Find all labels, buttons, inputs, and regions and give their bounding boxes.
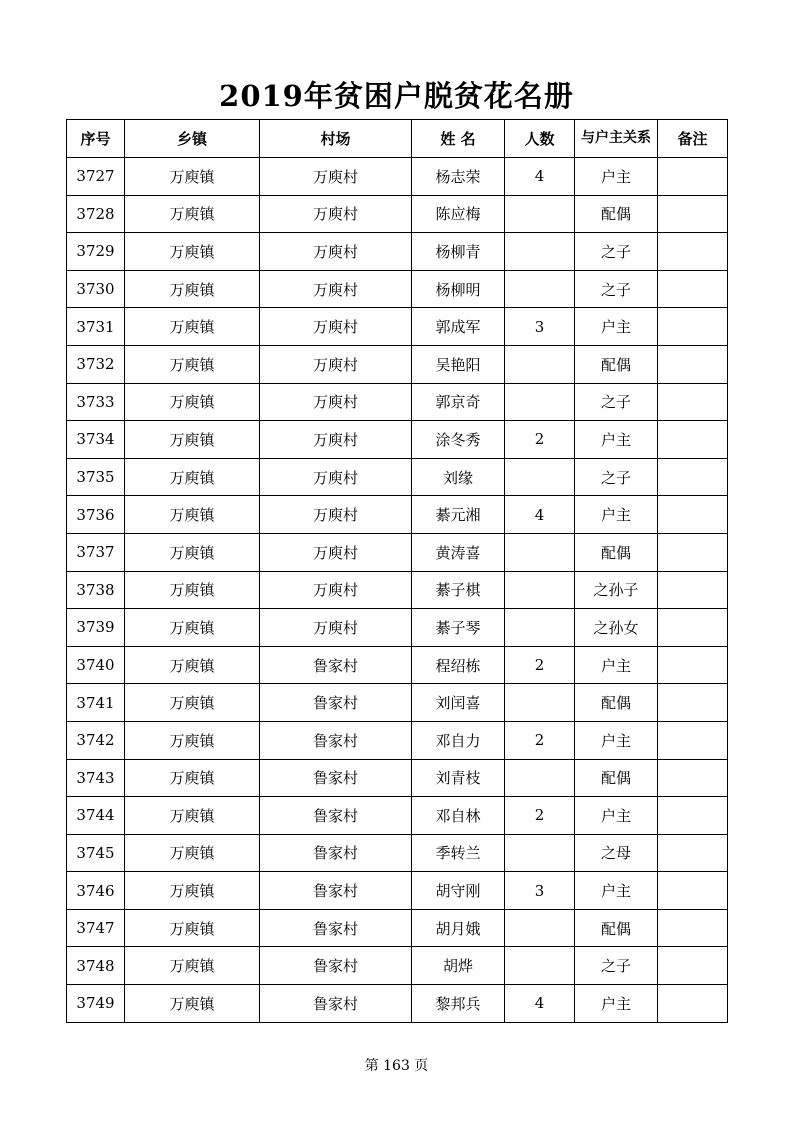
cell-remark (658, 721, 728, 759)
cell-name: 邓自力 (412, 721, 505, 759)
header-town: 乡镇 (125, 120, 260, 158)
cell-remark (658, 345, 728, 383)
cell-household-size (505, 909, 575, 947)
cell-relation: 之子 (575, 947, 658, 985)
cell-remark (658, 533, 728, 571)
cell-remark (658, 646, 728, 684)
cell-serial-number: 3739 (67, 609, 125, 647)
cell-household-size (505, 195, 575, 233)
cell-remark (658, 834, 728, 872)
cell-village: 鲁家村 (260, 985, 412, 1023)
cell-village: 万庾村 (260, 345, 412, 383)
table-body (67, 158, 728, 1023)
cell-town: 万庾镇 (125, 646, 260, 684)
cell-household-size: 2 (505, 421, 575, 459)
cell-remark (658, 496, 728, 534)
cell-name: 綦元湘 (412, 496, 505, 534)
cell-remark (658, 421, 728, 459)
cell-relation: 户主 (575, 872, 658, 910)
cell-village: 鲁家村 (260, 759, 412, 797)
cell-village: 万庾村 (260, 533, 412, 571)
cell-serial-number: 3731 (67, 308, 125, 346)
table-row (67, 721, 728, 759)
cell-serial-number: 3749 (67, 985, 125, 1023)
table-row (67, 834, 728, 872)
cell-relation: 之母 (575, 834, 658, 872)
cell-relation: 之子 (575, 233, 658, 271)
cell-serial-number: 3741 (67, 684, 125, 722)
cell-town: 万庾镇 (125, 721, 260, 759)
cell-village: 万庾村 (260, 458, 412, 496)
cell-town: 万庾镇 (125, 834, 260, 872)
cell-serial-number: 3733 (67, 383, 125, 421)
cell-serial-number: 3744 (67, 797, 125, 835)
cell-town: 万庾镇 (125, 496, 260, 534)
cell-name: 刘闰喜 (412, 684, 505, 722)
cell-village: 万庾村 (260, 421, 412, 459)
cell-serial-number: 3742 (67, 721, 125, 759)
table-row (67, 458, 728, 496)
cell-village: 鲁家村 (260, 684, 412, 722)
cell-serial-number: 3737 (67, 533, 125, 571)
cell-name: 綦子棋 (412, 571, 505, 609)
cell-village: 万庾村 (260, 496, 412, 534)
cell-name: 杨柳明 (412, 270, 505, 308)
cell-name: 杨柳青 (412, 233, 505, 271)
cell-relation: 之子 (575, 458, 658, 496)
cell-remark (658, 571, 728, 609)
cell-name: 刘缘 (412, 458, 505, 496)
cell-village: 鲁家村 (260, 646, 412, 684)
cell-town: 万庾镇 (125, 571, 260, 609)
cell-town: 万庾镇 (125, 759, 260, 797)
table-row (67, 872, 728, 910)
cell-town: 万庾镇 (125, 158, 260, 196)
cell-name: 胡月娥 (412, 909, 505, 947)
cell-town: 万庾镇 (125, 609, 260, 647)
cell-serial-number: 3745 (67, 834, 125, 872)
cell-village: 万庾村 (260, 158, 412, 196)
cell-remark (658, 609, 728, 647)
cell-serial-number: 3740 (67, 646, 125, 684)
cell-serial-number: 3736 (67, 496, 125, 534)
cell-relation: 配偶 (575, 684, 658, 722)
cell-village: 万庾村 (260, 270, 412, 308)
cell-household-size (505, 834, 575, 872)
cell-relation: 户主 (575, 421, 658, 459)
cell-remark (658, 797, 728, 835)
table-row (67, 270, 728, 308)
document-title: 2019年贫困户脱贫花名册 (219, 79, 574, 113)
cell-household-size (505, 458, 575, 496)
table-row (67, 947, 728, 985)
table-row (67, 646, 728, 684)
cell-household-size (505, 533, 575, 571)
cell-serial-number: 3729 (67, 233, 125, 271)
cell-household-size (505, 609, 575, 647)
table-row (67, 158, 728, 196)
cell-household-size: 2 (505, 721, 575, 759)
cell-relation: 之子 (575, 383, 658, 421)
cell-name: 郭京奇 (412, 383, 505, 421)
cell-town: 万庾镇 (125, 947, 260, 985)
cell-household-size: 3 (505, 872, 575, 910)
table-row (67, 609, 728, 647)
cell-village: 鲁家村 (260, 909, 412, 947)
cell-remark (658, 985, 728, 1023)
table-row (67, 985, 728, 1023)
cell-town: 万庾镇 (125, 270, 260, 308)
cell-household-size (505, 383, 575, 421)
cell-village: 万庾村 (260, 383, 412, 421)
cell-town: 万庾镇 (125, 458, 260, 496)
cell-household-size (505, 345, 575, 383)
cell-town: 万庾镇 (125, 383, 260, 421)
cell-relation: 户主 (575, 646, 658, 684)
cell-household-size: 4 (505, 496, 575, 534)
cell-relation: 配偶 (575, 345, 658, 383)
cell-village: 鲁家村 (260, 872, 412, 910)
cell-household-size (505, 759, 575, 797)
cell-remark (658, 684, 728, 722)
cell-name: 杨志荣 (412, 158, 505, 196)
table-row (67, 308, 728, 346)
cell-serial-number: 3730 (67, 270, 125, 308)
header-remark: 备注 (658, 120, 728, 158)
cell-town: 万庾镇 (125, 421, 260, 459)
cell-village: 万庾村 (260, 308, 412, 346)
cell-remark (658, 195, 728, 233)
cell-remark (658, 759, 728, 797)
cell-town: 万庾镇 (125, 233, 260, 271)
header-relation-to-head: 与户主关系 (575, 120, 658, 158)
table-row (67, 345, 728, 383)
cell-serial-number: 3746 (67, 872, 125, 910)
cell-name: 季转兰 (412, 834, 505, 872)
cell-household-size: 2 (505, 646, 575, 684)
cell-remark (658, 947, 728, 985)
table-row (67, 533, 728, 571)
cell-relation: 配偶 (575, 759, 658, 797)
cell-village: 鲁家村 (260, 834, 412, 872)
cell-serial-number: 3734 (67, 421, 125, 459)
table-row (67, 684, 728, 722)
cell-village: 万庾村 (260, 609, 412, 647)
cell-household-size: 4 (505, 158, 575, 196)
cell-name: 郭成军 (412, 308, 505, 346)
cell-name: 黎邦兵 (412, 985, 505, 1023)
cell-town: 万庾镇 (125, 345, 260, 383)
cell-household-size (505, 947, 575, 985)
cell-serial-number: 3738 (67, 571, 125, 609)
header-household-size: 人数 (505, 120, 575, 158)
cell-relation: 配偶 (575, 195, 658, 233)
table-header-row (67, 120, 728, 158)
header-serial-number: 序号 (67, 120, 125, 158)
cell-remark (658, 383, 728, 421)
cell-remark (658, 270, 728, 308)
cell-relation: 户主 (575, 721, 658, 759)
table-row (67, 909, 728, 947)
cell-household-size: 2 (505, 797, 575, 835)
poverty-roster-table (66, 119, 728, 1023)
cell-relation: 户主 (575, 158, 658, 196)
cell-name: 程绍栋 (412, 646, 505, 684)
cell-household-size (505, 233, 575, 271)
cell-town: 万庾镇 (125, 533, 260, 571)
cell-village: 鲁家村 (260, 797, 412, 835)
cell-name: 刘青枝 (412, 759, 505, 797)
cell-relation: 户主 (575, 985, 658, 1023)
cell-remark (658, 909, 728, 947)
header-name: 姓 名 (412, 120, 505, 158)
table-row (67, 797, 728, 835)
cell-town: 万庾镇 (125, 308, 260, 346)
cell-household-size (505, 270, 575, 308)
cell-remark (658, 458, 728, 496)
cell-serial-number: 3748 (67, 947, 125, 985)
cell-remark (658, 308, 728, 346)
header-village: 村场 (260, 120, 412, 158)
cell-remark (658, 233, 728, 271)
cell-relation: 配偶 (575, 533, 658, 571)
table-row (67, 233, 728, 271)
cell-name: 涂冬秀 (412, 421, 505, 459)
cell-name: 黄涛喜 (412, 533, 505, 571)
table-row (67, 759, 728, 797)
cell-town: 万庾镇 (125, 684, 260, 722)
page-number: 第 163 页 (364, 1058, 429, 1074)
cell-relation: 之孙子 (575, 571, 658, 609)
cell-name: 吴艳阳 (412, 345, 505, 383)
cell-relation: 户主 (575, 797, 658, 835)
cell-name: 胡守刚 (412, 872, 505, 910)
cell-town: 万庾镇 (125, 909, 260, 947)
cell-serial-number: 3735 (67, 458, 125, 496)
cell-town: 万庾镇 (125, 985, 260, 1023)
table-row (67, 496, 728, 534)
cell-name: 綦子琴 (412, 609, 505, 647)
cell-remark (658, 872, 728, 910)
cell-name: 陈应梅 (412, 195, 505, 233)
cell-relation: 配偶 (575, 909, 658, 947)
cell-serial-number: 3747 (67, 909, 125, 947)
table-row (67, 421, 728, 459)
cell-name: 邓自林 (412, 797, 505, 835)
cell-serial-number: 3732 (67, 345, 125, 383)
cell-village: 万庾村 (260, 195, 412, 233)
cell-name: 胡烨 (412, 947, 505, 985)
cell-town: 万庾镇 (125, 195, 260, 233)
cell-village: 鲁家村 (260, 947, 412, 985)
cell-serial-number: 3728 (67, 195, 125, 233)
cell-relation: 之子 (575, 270, 658, 308)
cell-town: 万庾镇 (125, 872, 260, 910)
cell-relation: 户主 (575, 496, 658, 534)
cell-household-size: 3 (505, 308, 575, 346)
cell-relation: 户主 (575, 308, 658, 346)
cell-serial-number: 3727 (67, 158, 125, 196)
table-row (67, 571, 728, 609)
cell-town: 万庾镇 (125, 797, 260, 835)
cell-household-size (505, 571, 575, 609)
cell-relation: 之孙女 (575, 609, 658, 647)
cell-village: 鲁家村 (260, 721, 412, 759)
cell-village: 万庾村 (260, 571, 412, 609)
table-row (67, 195, 728, 233)
cell-remark (658, 158, 728, 196)
cell-household-size: 4 (505, 985, 575, 1023)
cell-household-size (505, 684, 575, 722)
cell-village: 万庾村 (260, 233, 412, 271)
cell-serial-number: 3743 (67, 759, 125, 797)
table-row (67, 383, 728, 421)
